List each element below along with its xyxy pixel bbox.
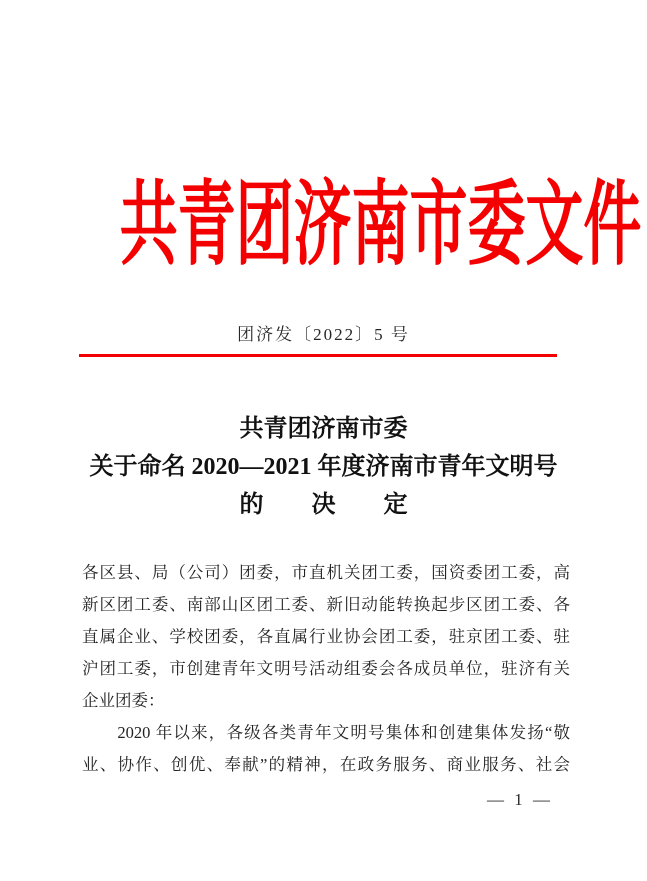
title-line-issuer: 共青团济南市委 [239,416,408,442]
document-title [0,410,647,524]
body-line: 各区县、局（公司）团委，市直机关团工委，国资委团工委，高 [82,563,570,582]
document-reference-number: 团济发〔2022〕5 号 [237,325,410,344]
body-line: 新区团工委、南部山区团工委、新旧动能转换起步区团工委、各 [82,595,570,614]
body-line: 直属企业、学校团委，各直属行业协会团工委，驻京团工委、驻 [82,627,570,646]
title-line-decision: 的 决 定 [239,492,408,518]
title-line-subject: 关于命名 2020—2021 年度济南市青年文明号 [89,454,558,480]
body-line: 业、协作、创优、奉献”的精神，在政务服务、商业服务、社会 [82,755,570,774]
body-line: 沪团工委，市创建青年文明号活动组委会各成员单位，驻济有关 [82,659,570,678]
page-number: — 1 — [487,790,553,809]
body-line-paragraph-start: 2020 年以来，各级各类青年文明号集体和创建集体发扬“敬 [82,723,570,742]
document-body [82,557,570,781]
red-divider-line [79,354,557,357]
body-line-salutation-end: 企业团委： [82,691,165,710]
agency-masthead-title: 共青团济南市委文件 [119,174,642,276]
